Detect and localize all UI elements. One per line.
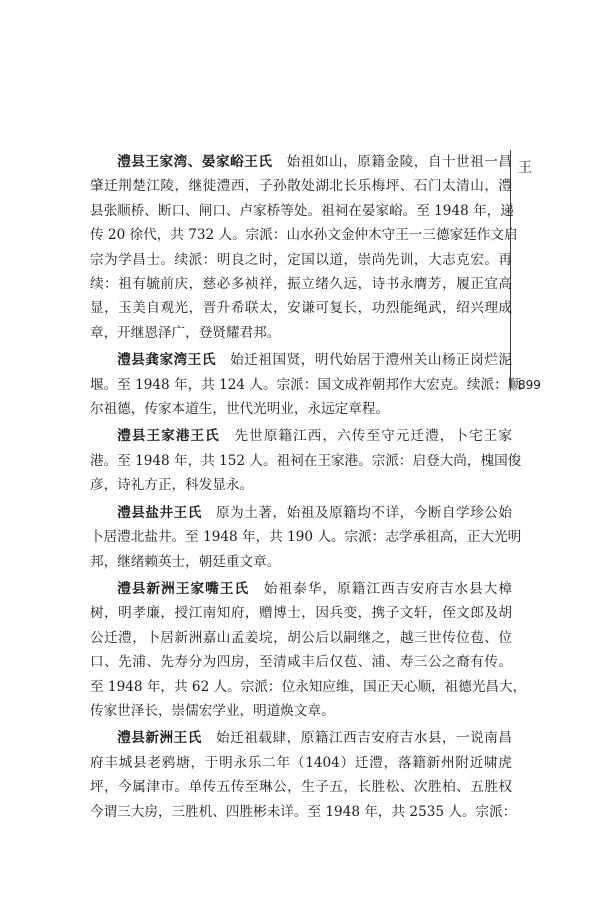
entry-line: [90, 577, 512, 601]
entry-line: [90, 424, 512, 448]
entry-text: 肇迁荆楚江陵，继徙澧西，子孙散处湖北长乐梅坪、石门太清山，澧: [90, 178, 512, 195]
entry-text: 原为土著，始祖及原籍均不详，今断自学珍公始: [216, 504, 513, 521]
entry-line: [90, 473, 512, 497]
entry-line: [90, 348, 512, 372]
entry-line: [90, 501, 512, 525]
entry-line: [90, 726, 512, 750]
entry-line: [90, 373, 522, 397]
entry-line: [90, 150, 512, 174]
entry-line: [90, 800, 517, 824]
entry-heading: 澧县王家湾、晏家峪王氏: [117, 154, 273, 170]
entry-heading: 澧县新洲王家嘴王氏: [117, 580, 250, 597]
page-number: 899: [518, 378, 541, 392]
entry-heading: 澧县新洲王氏: [117, 730, 202, 747]
entry-line: [90, 601, 512, 625]
entry-text: 尔祖德，传家本道生，世代光明业，永远定章程。: [90, 401, 390, 418]
entry-text: 县张顺桥、断口、闸口、卢家桥等处。祖祠在晏家峪。至 1948 年，递: [90, 202, 514, 219]
genealogy-entry: [90, 501, 522, 574]
entry-heading: 澧县盐井王氏: [117, 504, 202, 521]
entry-text: 宗为学昌士。续派：明良之时，定国以道，崇尚先训，大志克宏。再: [90, 251, 512, 268]
entry-text: 至 1948 年，共 62 人。宗派：位永知应维，国正天心顺，祖德光昌大，: [90, 678, 527, 695]
entry-text: 口、先浦、先寿分为四房，至清咸丰后仅苞、浦、寿三公之裔有传。: [90, 654, 512, 671]
entry-text: 港。至 1948 年，共 152 人。祖祠在王家港。宗派：启登大尚，槐国俊: [90, 452, 522, 469]
entry-line: [90, 751, 512, 775]
entry-line: [90, 525, 522, 549]
entry-line: [90, 397, 512, 421]
entry-line: [90, 272, 512, 296]
running-surname: 王: [518, 160, 532, 176]
main-text: [90, 150, 527, 827]
entry-text: 今谓三大房，三胜机、四胜彬未详。至 1948 年，共 2535 人。宗派：: [90, 803, 517, 820]
entry-text: 坪，今属津市。单传五传至琳公，生子五，长胜松、次胜柏、五胜权: [90, 779, 512, 796]
entry-text: 始祖如山，原籍金陵，自十世祖一昌: [286, 154, 513, 170]
entry-line: [90, 675, 527, 699]
entry-text: 府丰城县老鸦塘，于明永乐二年（1404）迁澧，落籍新州附近啸虎: [90, 754, 512, 771]
entry-line: [90, 248, 512, 272]
entry-text: 章，开继恩泽广，登贤耀君邦。: [90, 324, 281, 341]
entry-heading: 澧县王家港王氏: [117, 428, 220, 445]
entry-text: 彦，诗礼方正，科发显永。: [90, 477, 254, 494]
entry-text: 先世原籍江西，六传至守元迁澧，卜宅王家: [234, 428, 513, 445]
entry-text: 传家世泽长，崇儒宏学业，明道焕文章。: [90, 702, 335, 719]
entry-text: 传 20 徐代，共 732 人。宗派：山水孙文金仲木守王一三德家廷作文启: [90, 227, 518, 244]
entry-line: [90, 775, 512, 799]
genealogy-entry: [90, 150, 518, 345]
entry-text: 显，玉美自观光，晋升希联太，安谦可复长，功烈能绳武，绍兴理成: [90, 300, 512, 317]
entry-text: 邦，继绪赖英士，朝廷重文章。: [90, 553, 281, 570]
genealogy-entry: [90, 348, 522, 421]
entry-text: 始迁祖载肆，原籍江西吉安府吉水县，一说南昌: [216, 730, 513, 747]
entry-text: 堰。至 1948 年，共 124 人。宗派：国文成祚朝邦作大宏克。续派：顺: [90, 376, 522, 393]
entry-text: 始迁祖国贤，明代始居于澧州关山杨正岗烂泥: [230, 352, 513, 369]
entry-text: 卜居澧北盐井。至 1948 年，共 190 人。宗派：志学承祖高，正大光明: [90, 529, 522, 546]
genealogy-entry: [90, 726, 517, 824]
entry-text: 树，明孝廉，授江南知府，赠博士，因兵变，携子文轩，侄文郎及胡: [90, 605, 512, 622]
entry-text: 公迁澧，卜居新洲嘉山孟姜垸，胡公后以嗣继之，越三世传位苞、位: [90, 629, 512, 646]
entry-line: [90, 699, 512, 723]
entry-line: [90, 449, 522, 473]
entry-line: [90, 296, 512, 320]
entry-line: [90, 321, 512, 345]
entry-line: [90, 174, 512, 198]
entry-text: 始祖泰华，原籍江西吉安府吉水县大樟: [263, 580, 513, 597]
genealogy-entry: [90, 577, 527, 723]
entry-line: [90, 199, 512, 223]
entry-heading: 澧县龚家湾王氏: [117, 352, 217, 369]
genealogy-entry: [90, 424, 522, 497]
entry-text: 续：祖有毓前庆，慈必多祯祥，振立绪久远，诗书永膺芳，履正宜高: [90, 276, 512, 293]
entry-line: [90, 223, 518, 247]
entry-line: [90, 626, 512, 650]
entry-line: [90, 550, 512, 574]
entry-line: [90, 650, 512, 674]
